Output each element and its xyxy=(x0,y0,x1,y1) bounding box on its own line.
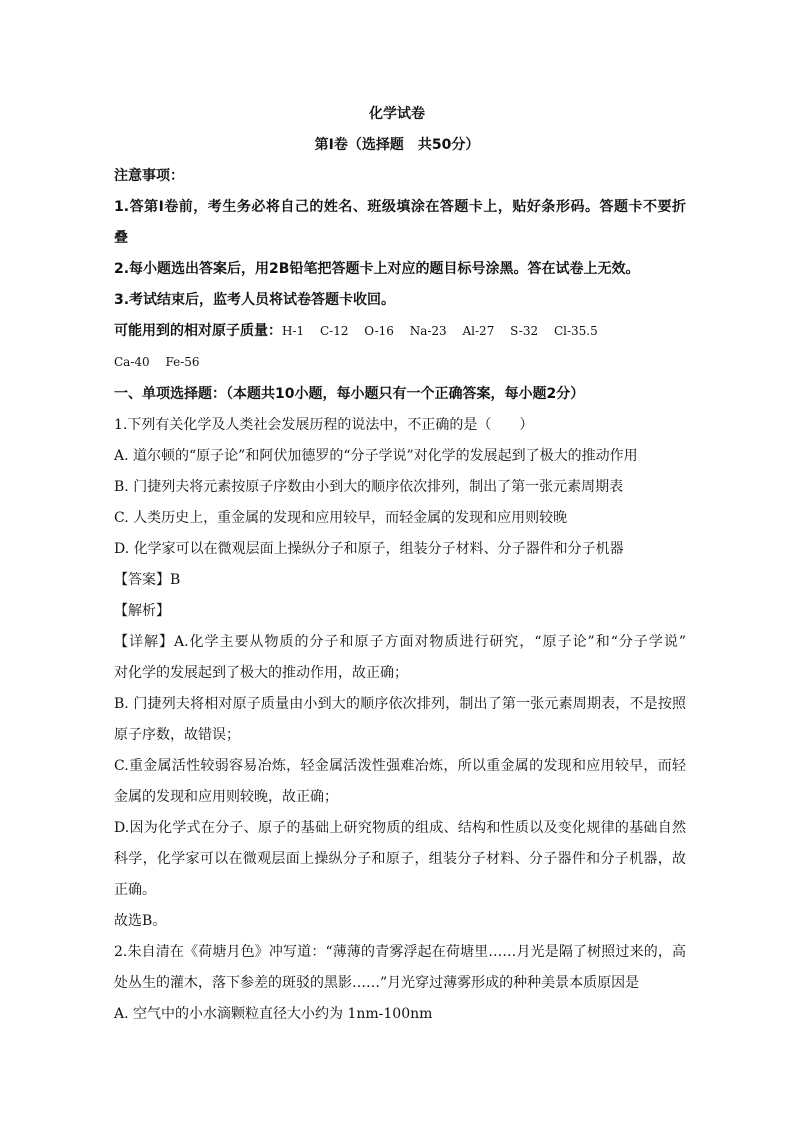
q1-option-a: A. 道尔顿的“原子论”和阿伏加德罗的“分子学说”对化学的发展起到了极大的推动作用 xyxy=(114,448,638,464)
q1-option-d: D. 化学家可以在微观层面上操纵分子和原子，组装分子材料、分子器件和分子机器 xyxy=(114,541,624,557)
atomic-masses-cont: Ca-40 Fe-56 xyxy=(114,355,200,369)
q1-stem: 1.下列有关化学及人类社会发展历程的说法中，不正确的是（ ） xyxy=(114,417,534,433)
page-subtitle: 第Ⅰ卷（选择题 共50分） xyxy=(314,137,480,153)
note-item-2: 2.每小题选出答案后，用2B铅笔把答题卡上对应的题目标号涂黑。答在试卷上无效。 xyxy=(114,261,640,277)
q2-stem: 2.朱自清在《荷塘月色》冲写道：“薄薄的青雾浮起在荷塘里……月光是隔了树照过来的，高 xyxy=(114,944,686,960)
q1-detail-line: D.因为化学式在分子、原子的基础上研究物质的组成、结构和性质以及变化规律的基础自然 xyxy=(114,820,686,836)
q1-detail-line: 对化学的发展起到了极大的推动作用，故正确； xyxy=(114,665,408,681)
section-heading: 一、单项选择题：（本题共10小题，每小题只有一个正确答案，每小题2分） xyxy=(114,386,585,402)
q1-detail-line: 原子序数，故错误； xyxy=(114,727,240,743)
q1-detail-line: C.重金属活性较弱容易冶炼，轻金属活泼性强难冶炼，所以重金属的发现和应用较早，而轻 xyxy=(114,758,686,774)
q1-detail-line: 金属的发现和应用则较晚，故正确； xyxy=(114,789,338,805)
q1-detail-line: B. 门捷列夫将相对原子质量由小到大的顺序依次排列，制出了第一张元素周期表，不是按照 xyxy=(114,696,686,712)
note-item-3: 3.考试结束后，监考人员将试卷答题卡收回。 xyxy=(114,292,396,308)
q1-detail-line: 【详解】A.化学主要从物质的分子和原子方面对物质进行研究，“原子论”和“分子学说” xyxy=(114,634,686,650)
q1-analysis-label: 【解析】 xyxy=(114,603,170,619)
q2-stem-cont: 处丛生的灌木，落下参差的斑驳的黑影……”月光穿过薄雾形成的种种美景本质原因是 xyxy=(114,975,640,991)
q1-detail-line: 正确。 xyxy=(114,882,156,898)
atomic-masses-label: 可能用到的相对原子质量： xyxy=(114,323,282,339)
q1-detail-line: 科学，化学家可以在微观层面上操纵分子和原子，组装分子材料、分子器件和分子机器，故 xyxy=(114,851,686,867)
page-title: 化学试卷 xyxy=(369,106,425,122)
note-item-1-cont: 叠 xyxy=(114,230,128,246)
q1-conclusion: 故选B。 xyxy=(114,913,167,929)
note-item-1: 1.答第Ⅰ卷前，考生务必将自己的姓名、班级填涂在答题卡上，贴好条形码。答题卡不要折 xyxy=(114,199,686,215)
q1-answer: 【答案】B xyxy=(114,572,181,588)
atomic-masses-values: H-1 C-12 O-16 Na-23 Al-27 S-32 Cl-35.5 xyxy=(282,324,598,338)
q1-option-c: C. 人类历史上，重金属的发现和应用较早，而轻金属的发现和应用则较晚 xyxy=(114,510,568,526)
q2-option-a: A. 空气中的小水滴颗粒直径大小约为 1nm-100nm xyxy=(114,1006,433,1022)
q1-option-b: B. 门捷列夫将元素按原子序数由小到大的顺序依次排列，制出了第一张元素周期表 xyxy=(114,479,624,495)
atomic-masses xyxy=(114,322,686,340)
notes-heading: 注意事项： xyxy=(114,168,184,184)
